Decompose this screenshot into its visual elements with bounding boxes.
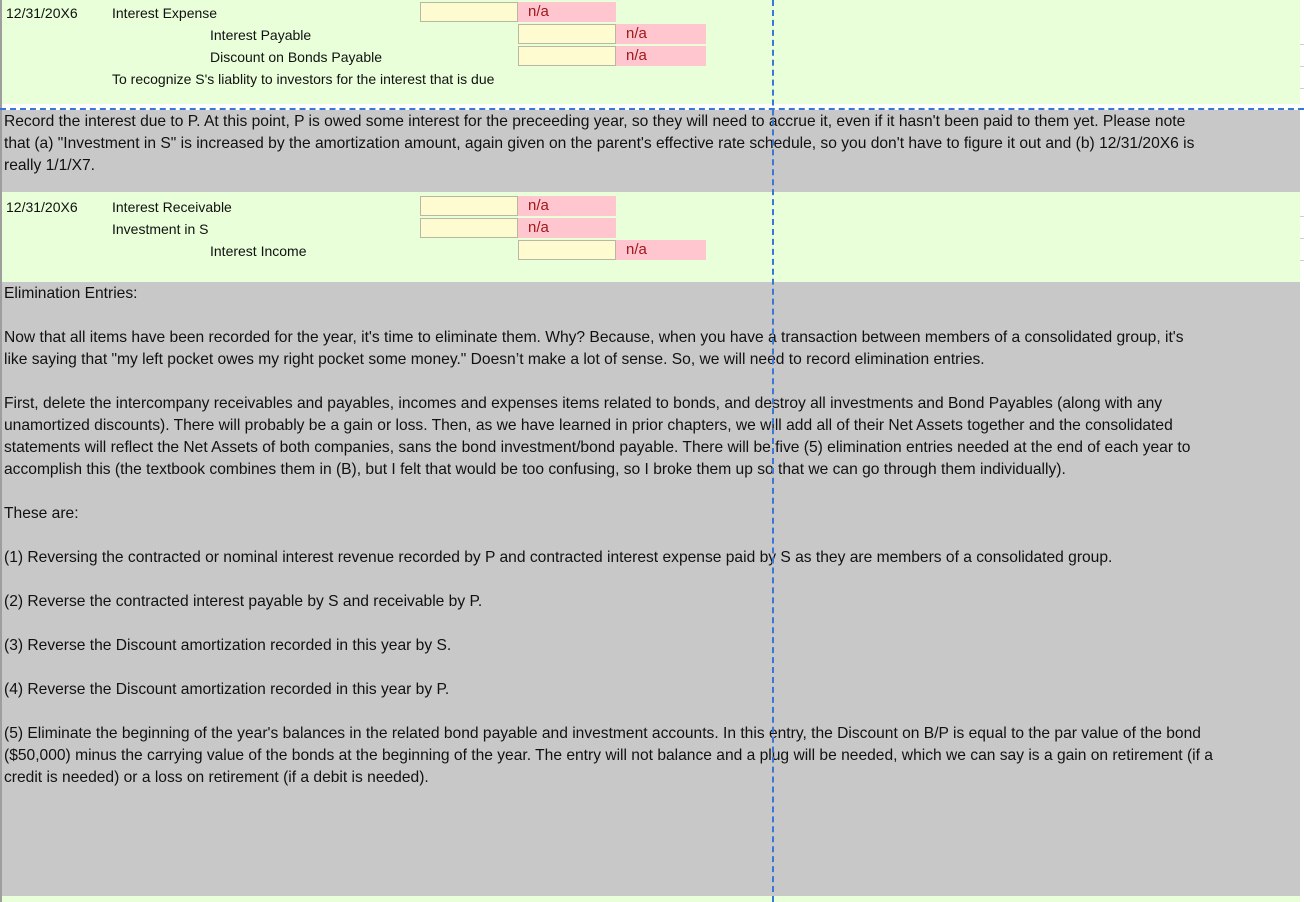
elimination-item-4[interactable]: (4) Reverse the Discount amortization recorded in this year by P.: [4, 681, 450, 698]
entry2-debit-input-2[interactable]: [420, 218, 518, 238]
entry2-debit-account-1[interactable]: Interest Receivable: [112, 199, 232, 215]
entry1-debit-na[interactable]: n/a: [518, 2, 616, 22]
entry1-credit-input-2[interactable]: [518, 46, 616, 66]
entry2-date[interactable]: 12/31/20X6: [6, 199, 78, 215]
sheet-left-border: [0, 0, 2, 902]
next-row-strip: [2, 896, 1300, 902]
entry1-credit-input-1[interactable]: [518, 24, 616, 44]
entry1-credit-na-2[interactable]: n/a: [616, 46, 706, 66]
page-break-horizontal: [0, 108, 1304, 110]
elimination-intro[interactable]: Now that all items have been recorded for the year, it's time to eliminate them. Why? Because, when you have a transaction between members of a consolidated group, it's like saying that "my left pocket owes my right pocket some money." Doesn’t make a lot of sense. So, we will need to record elimination entries.: [4, 329, 1184, 368]
gutter-gridline: [1300, 88, 1304, 89]
elimination-item-3[interactable]: (3) Reverse the Discount amortization recorded in this year by S.: [4, 637, 452, 654]
entry1-debit-account[interactable]: Interest Expense: [112, 5, 218, 21]
entry1-credit-account-1[interactable]: Interest Payable: [210, 27, 312, 43]
entry2-debit-na-2[interactable]: n/a: [518, 218, 616, 238]
elimination-first-paragraph[interactable]: First, delete the intercompany receivables and payables, incomes and expenses items related to bonds, and destroy all investments and Bond Payables (along with any unamortized discounts). There will probably be a gain or loss. Then, as we have learned in prior chapters, we will add all of their Net Assets together and the consolidated statements will reflect the Net Assets of both companies, sans the bond investment/bond payable. There will be five (5) elimination entries needed at the end of each year to accomplish this (the textbook combines them in (B), but I felt that would be too confusing, so I broke them up so that we can go through them individually).: [4, 395, 1191, 478]
elimination-section: [2, 282, 1300, 896]
elimination-item-2[interactable]: (2) Reverse the contracted interest payable by S and receivable by P.: [4, 593, 483, 610]
entry1-credit-account-2[interactable]: Discount on Bonds Payable: [210, 49, 382, 65]
instruction-text[interactable]: Record the interest due to P. At this point, P is owed some interest for the preceeding year, so they will need to accrue it, even if it hasn't been paid to them yet. Please note that (a) "Investment in S" is increased by the amortization amount, again given on the parent's effective rate schedule, so you don't have to figure it out and (b) 12/31/20X6 is really 1/1/X7.: [4, 113, 1195, 174]
entry1-memo[interactable]: To recognize S's liablity to investors for the interest that is due: [112, 71, 495, 87]
entry2-debit-input-1[interactable]: [420, 196, 518, 216]
entry2-debit-na-1[interactable]: n/a: [518, 196, 616, 216]
entry1-debit-input[interactable]: [420, 2, 518, 22]
entry1-credit-na-1[interactable]: n/a: [616, 24, 706, 44]
entry2-debit-account-2[interactable]: Investment in S: [112, 221, 209, 237]
gutter-gridline: [1300, 260, 1304, 261]
gutter-gridline: [1300, 44, 1304, 45]
entry2-credit-na[interactable]: n/a: [616, 240, 706, 260]
gutter-gridline: [1300, 216, 1304, 217]
elimination-these-are[interactable]: These are:: [4, 505, 79, 522]
elimination-item-5[interactable]: (5) Eliminate the beginning of the year's balances in the related bond payable and investment accounts. In this entry, the Discount on B/P is equal to the par value of the bond ($50,000) minus the carrying value of the bonds at the beginning of the year. The entry will not balance and a plug will be needed, which we can say is a gain on retirement (if a credit is needed) or a loss on retirement (if a debit is needed).: [4, 725, 1213, 786]
sheet-right-gutter: [1300, 0, 1304, 902]
entry2-credit-input[interactable]: [518, 240, 616, 260]
page-break-vertical: [772, 0, 774, 902]
entry1-date[interactable]: 12/31/20X6: [6, 5, 78, 21]
gutter-gridline: [1300, 66, 1304, 67]
elimination-item-1[interactable]: (1) Reversing the contracted or nominal interest revenue recorded by P and contracted interest expense paid by S as they are members of a consolidated group.: [4, 549, 1113, 566]
elimination-heading[interactable]: Elimination Entries:: [4, 285, 138, 302]
entry2-credit-account[interactable]: Interest Income: [210, 243, 307, 259]
gutter-gridline: [1300, 238, 1304, 239]
